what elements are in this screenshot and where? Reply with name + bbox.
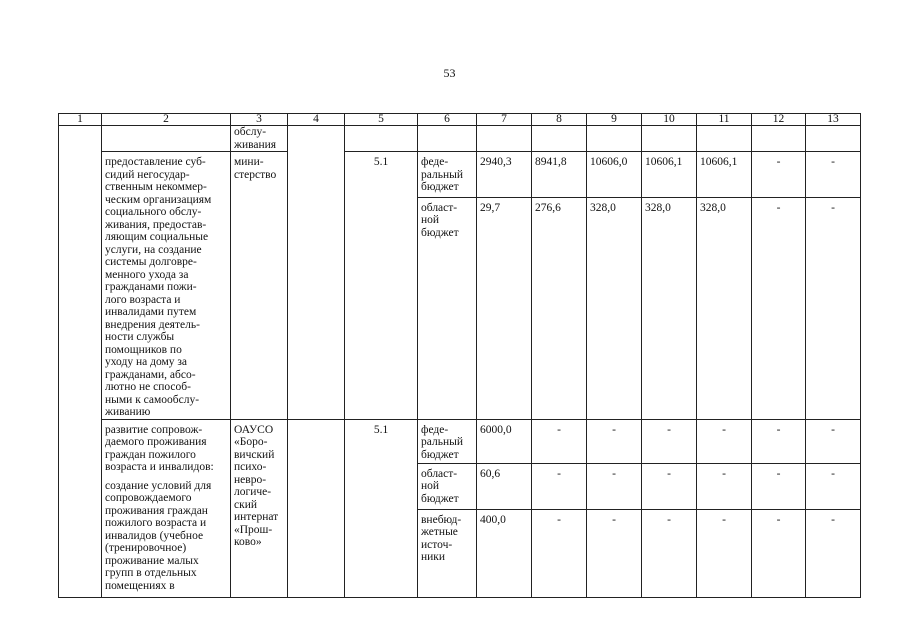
value-cell: 328,0 bbox=[697, 197, 752, 419]
source-cell: област- ной бюджет bbox=[418, 197, 477, 419]
continuation-executor: обслу- живания bbox=[231, 126, 288, 152]
value-cell: 10606,0 bbox=[587, 152, 642, 198]
program-table bbox=[58, 113, 861, 598]
source-cell: феде- ральный бюджет bbox=[418, 152, 477, 198]
value-cell: - bbox=[697, 463, 752, 509]
value-cell: 400,0 bbox=[477, 509, 532, 597]
header-cell: 11 bbox=[697, 114, 752, 126]
empty-cell bbox=[345, 126, 418, 152]
value-cell: - bbox=[532, 419, 587, 463]
value-cell: - bbox=[806, 463, 861, 509]
empty-cell bbox=[418, 126, 477, 152]
measure-description-block bbox=[102, 419, 231, 597]
value-cell: - bbox=[532, 509, 587, 597]
value-cell: - bbox=[752, 197, 806, 419]
source-cell: внебюд- жетные источ- ники bbox=[418, 509, 477, 597]
value-cell: - bbox=[752, 152, 806, 198]
col1-cell bbox=[59, 126, 102, 598]
source-cell: феде- ральный бюджет bbox=[418, 419, 477, 463]
value-cell: - bbox=[587, 419, 642, 463]
empty-cell bbox=[532, 126, 587, 152]
header-cell: 3 bbox=[231, 114, 288, 126]
measure-description: предоставление суб- сидий негосудар- ственным некоммер- ческим организациям социального обслу- живания, предостав- ляющим социальные услуги, на создание системы долговре- менного ухода за гражданами пожи- лого возраста и инвалидами путем внедрения деятель- ности службы помощников по уходу на дому за гражданами, абсо- лютно не способ- ными к самообслу- живанию bbox=[102, 152, 231, 420]
value-cell: 328,0 bbox=[642, 197, 697, 419]
col4-cell bbox=[288, 126, 345, 420]
value-cell: 29,7 bbox=[477, 197, 532, 419]
value-cell: - bbox=[752, 463, 806, 509]
empty-cell bbox=[477, 126, 532, 152]
header-cell: 10 bbox=[642, 114, 697, 126]
value-cell: 6000,0 bbox=[477, 419, 532, 463]
measure-description: развитие сопровож- даемого проживания граждан пожилого возраста и инвалидов: bbox=[105, 423, 214, 473]
code-cell: 5.1 bbox=[345, 419, 418, 597]
value-cell: - bbox=[642, 463, 697, 509]
col4-cell bbox=[288, 419, 345, 597]
value-cell: - bbox=[752, 509, 806, 597]
header-cell: 2 bbox=[102, 114, 231, 126]
empty-cell bbox=[642, 126, 697, 152]
value-cell: - bbox=[587, 509, 642, 597]
value-cell: - bbox=[642, 419, 697, 463]
source-cell: област- ной бюджет bbox=[418, 463, 477, 509]
value-cell: 2940,3 bbox=[477, 152, 532, 198]
value-cell: - bbox=[806, 152, 861, 198]
empty-cell bbox=[806, 126, 861, 152]
value-cell: - bbox=[806, 509, 861, 597]
table-row bbox=[59, 419, 861, 463]
header-cell: 12 bbox=[752, 114, 806, 126]
value-cell: 10606,1 bbox=[697, 152, 752, 198]
value-cell: - bbox=[752, 419, 806, 463]
value-cell: - bbox=[806, 197, 861, 419]
measure-subdescription: создание условий для сопровождаемого проживания граждан пожилого возраста и инвалидов (учебное (тренировочное) проживание малых групп в отдельных помещениях в bbox=[105, 479, 212, 592]
continuation-row bbox=[59, 126, 861, 152]
value-cell: 328,0 bbox=[587, 197, 642, 419]
code-cell: 5.1 bbox=[345, 152, 418, 420]
executor-cell: мини- стерство bbox=[231, 152, 288, 420]
empty-cell bbox=[587, 126, 642, 152]
value-cell: 8941,8 bbox=[532, 152, 587, 198]
value-cell: - bbox=[642, 509, 697, 597]
value-cell: - bbox=[806, 419, 861, 463]
value-cell: - bbox=[532, 463, 587, 509]
value-cell: 276,6 bbox=[532, 197, 587, 419]
value-cell: - bbox=[697, 419, 752, 463]
header-cell: 13 bbox=[806, 114, 861, 126]
header-cell: 4 bbox=[288, 114, 345, 126]
empty-cell bbox=[697, 126, 752, 152]
empty-cell bbox=[752, 126, 806, 152]
page-number: 53 bbox=[443, 66, 456, 80]
value-cell: 10606,1 bbox=[642, 152, 697, 198]
header-cell: 9 bbox=[587, 114, 642, 126]
header-cell: 7 bbox=[477, 114, 532, 126]
continuation-description bbox=[102, 126, 231, 152]
table-row bbox=[59, 152, 861, 198]
header-cell: 5 bbox=[345, 114, 418, 126]
header-row bbox=[59, 114, 861, 126]
header-cell: 6 bbox=[418, 114, 477, 126]
value-cell: - bbox=[587, 463, 642, 509]
value-cell: 60,6 bbox=[477, 463, 532, 509]
value-cell: - bbox=[697, 509, 752, 597]
header-cell: 8 bbox=[532, 114, 587, 126]
executor-cell: ОАУСО «Боро- вичский психо- невро- логиче- ский интернат «Прош- ково» bbox=[231, 419, 288, 597]
header-cell: 1 bbox=[59, 114, 102, 126]
